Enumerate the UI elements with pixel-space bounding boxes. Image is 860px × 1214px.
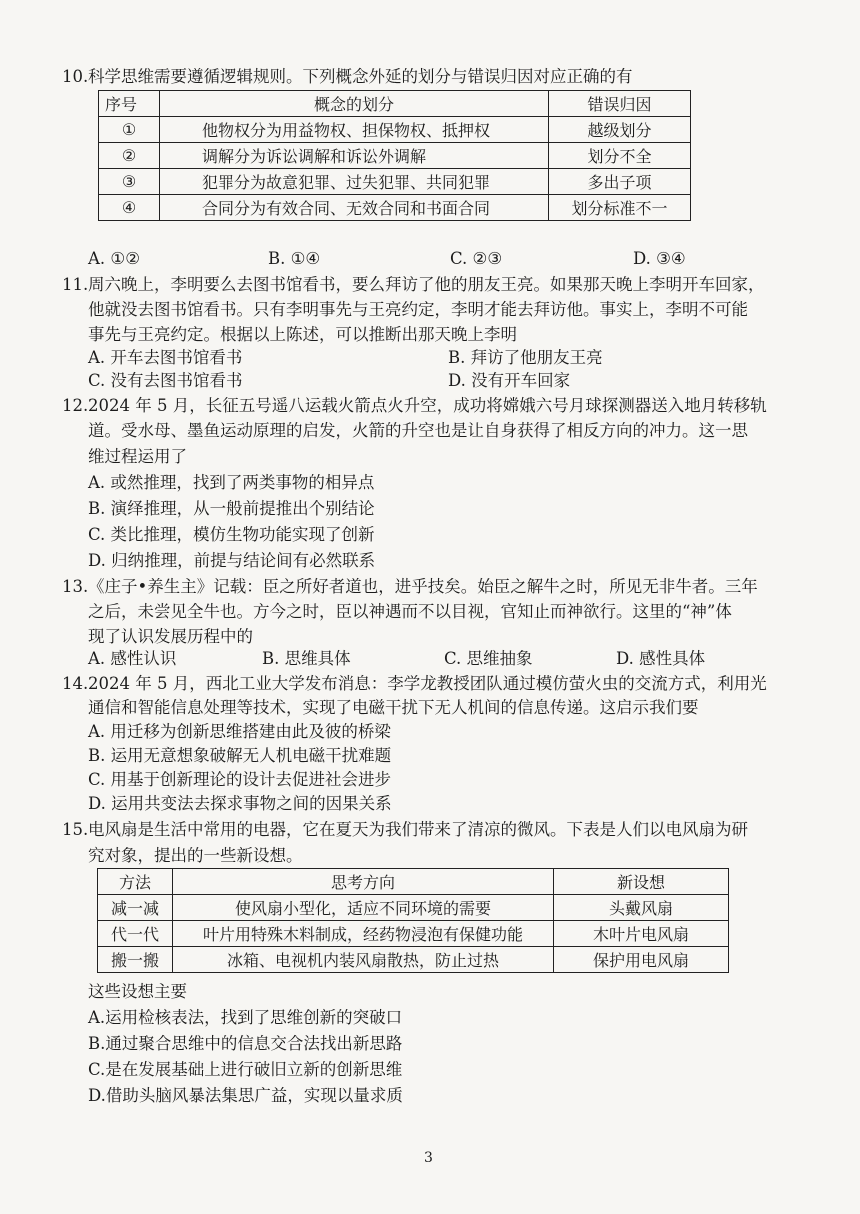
- option-b: B. ①④: [268, 249, 321, 268]
- table-row: [99, 169, 691, 195]
- question-number: 14.: [62, 674, 89, 693]
- option-d: D. 没有开车回家: [448, 371, 571, 390]
- table-cell: 代一代: [98, 921, 173, 947]
- question-line: 事先与王亮约定。根据以上陈述，可以推断出那天晚上李明: [88, 325, 517, 344]
- question-line: 电风扇是生活中常用的电器，它在夏天为我们带来了清凉的微风。下表是人们以电风扇为研: [88, 820, 748, 839]
- table-cell: 划分不全: [549, 143, 691, 169]
- question-line: 他就没去图书馆看书。只有李明事先与王亮约定，李明才能去拜访他。事实上，李明不可能: [88, 300, 748, 319]
- table-cell: 搬一搬: [98, 947, 173, 973]
- option-a: A. 用迁移为创新思维搭建由此及彼的桥梁: [88, 722, 391, 741]
- table-cell: 叶片用特殊木料制成，经药物浸泡有保健功能: [173, 921, 554, 947]
- option-a: A. 感性认识: [88, 649, 177, 668]
- question-line: 周六晚上，李明要么去图书馆看书，要么拜访了他的朋友王亮。如果那天晚上李明开车回家，: [88, 275, 765, 294]
- table-header-row: [98, 869, 729, 895]
- question-line: 之后，未尝见全牛也。方今之时，臣以神遇而不以目视，官知止而神欲行。这里的“神”体: [88, 602, 732, 621]
- table-cell: 多出子项: [549, 169, 691, 195]
- question-line: 2024 年 5 月，长征五号遥八运载火箭点火升空，成功将嫦娥六号月球探测器送入地月转移轨: [88, 396, 767, 415]
- question-line: 现了认识发展历程中的: [88, 627, 253, 646]
- table-header-row: [99, 91, 691, 117]
- table-row: [99, 117, 691, 143]
- table-cell: 减一减: [98, 895, 173, 921]
- option-d: D. 感性具体: [616, 649, 706, 668]
- question-line: 维过程运用了: [88, 447, 187, 466]
- option-b: B. 拜访了他朋友王亮: [448, 348, 603, 367]
- table-cell: ④: [99, 195, 160, 221]
- table-cell: 调解分为诉讼调解和诉讼外调解: [160, 143, 549, 169]
- question-line: 《庄子•养生主》记载：臣之所好者道也，进乎技矣。始臣之解牛之时，所见无非牛者。三年: [88, 577, 758, 596]
- option-a: A. 开车去图书馆看书: [88, 348, 243, 367]
- table-cell: 木叶片电风扇: [554, 921, 729, 947]
- table-cell: ①: [99, 117, 160, 143]
- question-line: 2024 年 5 月，西北工业大学发布消息：李学龙教授团队通过模仿萤火虫的交流方式，利用光: [88, 674, 767, 693]
- option-c: C.是在发展基础上进行破旧立新的创新思维: [88, 1060, 403, 1079]
- option-b: B.通过聚合思维中的信息交合法找出新思路: [88, 1034, 403, 1053]
- fan-ideas-table: [97, 868, 729, 973]
- table-row: [98, 921, 729, 947]
- question-line: 道。受水母、墨鱼运动原理的启发，火箭的升空也是让自身获得了相反方向的冲力。这一思: [88, 421, 748, 440]
- option-a: A.运用检核表法，找到了思维创新的突破口: [88, 1008, 403, 1027]
- table-cell: 划分标准不一: [549, 195, 691, 221]
- table-cell: 越级划分: [549, 117, 691, 143]
- table-row: [98, 895, 729, 921]
- header-cell: 新设想: [554, 869, 729, 895]
- question-number: 12.: [62, 396, 89, 415]
- option-b: B. 思维具体: [262, 649, 351, 668]
- table-cell: 保护用电风扇: [554, 947, 729, 973]
- table-cell: 头戴风扇: [554, 895, 729, 921]
- option-a: A. 或然推理，找到了两类事物的相异点: [88, 473, 375, 492]
- table-row: [98, 947, 729, 973]
- question-number: 10.: [62, 67, 89, 86]
- question-number: 11.: [62, 275, 89, 294]
- table-cell: ③: [99, 169, 160, 195]
- option-c: C. 思维抽象: [444, 649, 533, 668]
- table-cell: ②: [99, 143, 160, 169]
- question-stem: 科学思维需要遵循逻辑规则。下列概念外延的划分与错误归因对应正确的有: [88, 67, 633, 86]
- option-d: D. 运用共变法去探求事物之间的因果关系: [88, 794, 392, 813]
- table-cell: 冰箱、电视机内装风扇散热，防止过热: [173, 947, 554, 973]
- header-cell: 序号: [99, 91, 160, 117]
- table-row: [99, 195, 691, 221]
- table-cell: 犯罪分为故意犯罪、过失犯罪、共同犯罪: [160, 169, 549, 195]
- page-number: 3: [424, 1150, 433, 1166]
- question-line: 这些设想主要: [88, 982, 187, 1001]
- option-d: D.借助头脑风暴法集思广益，实现以量求质: [88, 1086, 403, 1105]
- header-cell: 思考方向: [173, 869, 554, 895]
- option-c: C. ②③: [450, 249, 503, 268]
- table-cell: 合同分为有效合同、无效合同和书面合同: [160, 195, 549, 221]
- option-c: C. 没有去图书馆看书: [88, 371, 243, 390]
- option-c: C. 类比推理，模仿生物功能实现了创新: [88, 525, 375, 544]
- question-line: 通信和智能信息处理等技术，实现了电磁干扰下无人机间的信息传递。这启示我们要: [88, 698, 699, 717]
- table-cell: 使风扇小型化，适应不同环境的需要: [173, 895, 554, 921]
- table-cell: 他物权分为用益物权、担保物权、抵押权: [160, 117, 549, 143]
- question-number: 13.: [62, 577, 89, 596]
- header-cell: 概念的划分: [160, 91, 549, 117]
- header-cell: 错误归因: [549, 91, 691, 117]
- option-b: B. 演绎推理，从一般前提推出个别结论: [88, 499, 375, 518]
- concept-division-table: [98, 90, 691, 221]
- option-d: D. ③④: [633, 249, 686, 268]
- question-line: 究对象，提出的一些新设想。: [88, 846, 303, 865]
- option-c: C. 用基于创新理论的设计去促进社会进步: [88, 770, 392, 789]
- option-d: D. 归纳推理，前提与结论间有必然联系: [88, 551, 376, 570]
- table-row: [99, 143, 691, 169]
- header-cell: 方法: [98, 869, 173, 895]
- option-b: B. 运用无意想象破解无人机电磁干扰难题: [88, 746, 392, 765]
- option-a: A. ①②: [88, 249, 140, 268]
- question-number: 15.: [62, 820, 89, 839]
